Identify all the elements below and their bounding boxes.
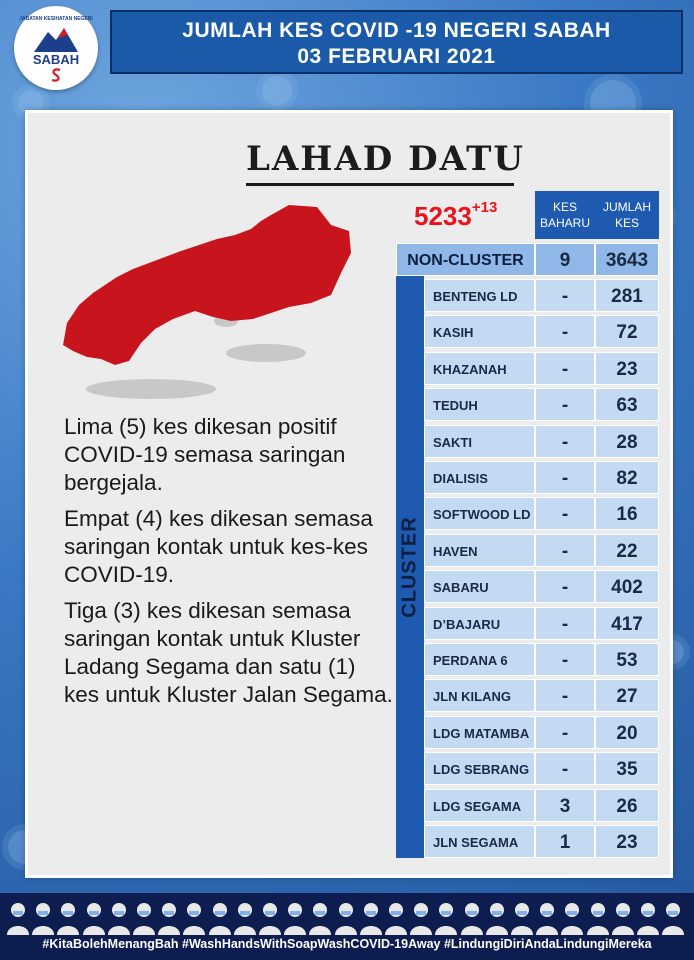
cluster-name: LDG SEGAMA [424, 789, 535, 822]
cluster-name: DIALISIS [424, 461, 535, 494]
cluster-total-cases: 28 [595, 425, 659, 458]
cluster-new-cases: - [535, 497, 595, 530]
cluster-label: CLUSTER [398, 516, 421, 618]
total-cases [414, 201, 497, 232]
cluster-new-cases: - [535, 570, 595, 603]
frontliner-icon [82, 901, 106, 935]
cluster-new-cases: - [535, 679, 595, 712]
logo-brand: SABAH [32, 52, 80, 67]
cluster-row [424, 534, 659, 567]
frontliner-icon [661, 901, 685, 935]
frontliner-icon [233, 901, 257, 935]
cluster-row [424, 607, 659, 640]
cluster-total-cases: 402 [595, 570, 659, 603]
cluster-name: KHAZANAH [424, 352, 535, 385]
cluster-new-cases: - [535, 315, 595, 348]
frontliner-icon [6, 901, 30, 935]
cluster-row [424, 679, 659, 712]
ribbon-icon [50, 68, 62, 82]
cluster-total-cases: 82 [595, 461, 659, 494]
cluster-name: SOFTWOOD LD [424, 497, 535, 530]
district-underline [246, 183, 514, 186]
frontliner-icon [384, 901, 408, 935]
cluster-total-cases: 16 [595, 497, 659, 530]
frontliner-illustrations [6, 897, 688, 937]
cluster-new-cases: - [535, 643, 595, 676]
cluster-new-cases: - [535, 716, 595, 749]
cluster-new-cases: - [535, 461, 595, 494]
frontliner-icon [31, 901, 55, 935]
column-header-new-cases: KES BAHARU [535, 191, 595, 239]
cluster-row [424, 716, 659, 749]
title-date: 03 FEBRUARI 2021 [297, 45, 496, 68]
cluster-row [424, 352, 659, 385]
frontliner-icon [409, 901, 433, 935]
frontliner-icon [636, 901, 660, 935]
frontliner-icon [460, 901, 484, 935]
cluster-row [424, 643, 659, 676]
frontliner-icon [308, 901, 332, 935]
mountain-icon [34, 26, 78, 52]
frontliner-icon [283, 901, 307, 935]
frontliner-icon [258, 901, 282, 935]
virus-decoration [262, 76, 292, 106]
cluster-row [424, 570, 659, 603]
frontliner-icon [560, 901, 584, 935]
district-map [56, 201, 356, 406]
frontliner-icon [56, 901, 80, 935]
health-department-logo [14, 6, 98, 90]
cluster-row [424, 497, 659, 530]
main-panel [25, 110, 673, 878]
footer-hashtags: #KitaBolehMenangBah #WashHandsWithSoapWashCOVID-19Away #LindungiDiriAndaLindungiMereka [42, 937, 652, 951]
description-paragraph: Lima (5) kes dikesan positif COVID-19 semasa saringan bergejala. [64, 414, 346, 495]
cluster-name: SABARU [424, 570, 535, 603]
footer-banner [0, 893, 694, 960]
frontliner-icon [334, 901, 358, 935]
frontliner-icon [586, 901, 610, 935]
page-title [110, 10, 683, 74]
frontliner-icon [535, 901, 559, 935]
cluster-row [424, 789, 659, 822]
cluster-name: SAKTI [424, 425, 535, 458]
title-line-1: JUMLAH KES COVID -19 NEGERI SABAH [182, 19, 611, 42]
frontliner-icon [157, 901, 181, 935]
total-cases-value: 5233 [414, 201, 472, 231]
description-paragraph: Tiga (3) kes dikesan semasa saringan kontak untuk Kluster Ladang Segama dan satu (1) kes untuk Kluster Jalan Segama. [64, 598, 393, 707]
frontliner-icon [611, 901, 635, 935]
cluster-total-cases: 27 [595, 679, 659, 712]
cluster-row [424, 388, 659, 421]
non-cluster-new: 9 [535, 243, 595, 276]
cluster-name: D’BAJARU [424, 607, 535, 640]
cluster-total-cases: 23 [595, 825, 659, 858]
cluster-row [424, 461, 659, 494]
cluster-new-cases: 3 [535, 789, 595, 822]
new-cases-value: +13 [471, 199, 498, 216]
cluster-row [424, 752, 659, 785]
cluster-new-cases: - [535, 388, 595, 421]
cluster-name: JLN KILANG [424, 679, 535, 712]
cluster-total-cases: 26 [595, 789, 659, 822]
district-name: LAHAD DATU [246, 139, 526, 179]
cluster-total-cases: 281 [595, 279, 659, 312]
cluster-name: JLN SEGAMA [424, 825, 535, 858]
cluster-new-cases: 1 [535, 825, 595, 858]
cluster-name: LDG MATAMBA [424, 716, 535, 749]
cluster-name: PERDANA 6 [424, 643, 535, 676]
cluster-row [424, 315, 659, 348]
cluster-new-cases: - [535, 607, 595, 640]
cluster-new-cases: - [535, 534, 595, 567]
frontliner-icon [485, 901, 509, 935]
cluster-name: TEDUH [424, 388, 535, 421]
cluster-row [424, 425, 659, 458]
non-cluster-row [396, 243, 659, 276]
frontliner-icon [132, 901, 156, 935]
frontliner-icon [359, 901, 383, 935]
cluster-new-cases: - [535, 279, 595, 312]
non-cluster-label: NON-CLUSTER [396, 243, 535, 276]
frontliner-icon [208, 901, 232, 935]
frontliner-icon [182, 901, 206, 935]
cluster-row [424, 279, 659, 312]
cluster-total-cases: 417 [595, 607, 659, 640]
non-cluster-total: 3643 [595, 243, 659, 276]
cluster-name: LDG SEBRANG [424, 752, 535, 785]
frontliner-icon [107, 901, 131, 935]
cluster-name: HAVEN [424, 534, 535, 567]
cluster-total-cases: 63 [595, 388, 659, 421]
cluster-total-cases: 20 [595, 716, 659, 749]
cluster-name: BENTENG LD [424, 279, 535, 312]
logo-tagline: JABATAN KESIHATAN NEGERI [19, 16, 93, 22]
description-paragraph: Empat (4) kes dikesan semasa saringan kontak untuk kes-kes COVID-19. [64, 506, 373, 587]
cluster-total-cases: 22 [595, 534, 659, 567]
cluster-total-cases: 35 [595, 752, 659, 785]
cluster-total-cases: 53 [595, 643, 659, 676]
column-header-total-cases: JUMLAH KES [595, 191, 659, 239]
cluster-total-cases: 72 [595, 315, 659, 348]
case-description [64, 413, 394, 717]
frontliner-icon [434, 901, 458, 935]
cluster-row [424, 825, 659, 858]
cluster-name: KASIH [424, 315, 535, 348]
cluster-new-cases: - [535, 352, 595, 385]
cluster-new-cases: - [535, 752, 595, 785]
cluster-new-cases: - [535, 425, 595, 458]
frontliner-icon [510, 901, 534, 935]
cluster-total-cases: 23 [595, 352, 659, 385]
